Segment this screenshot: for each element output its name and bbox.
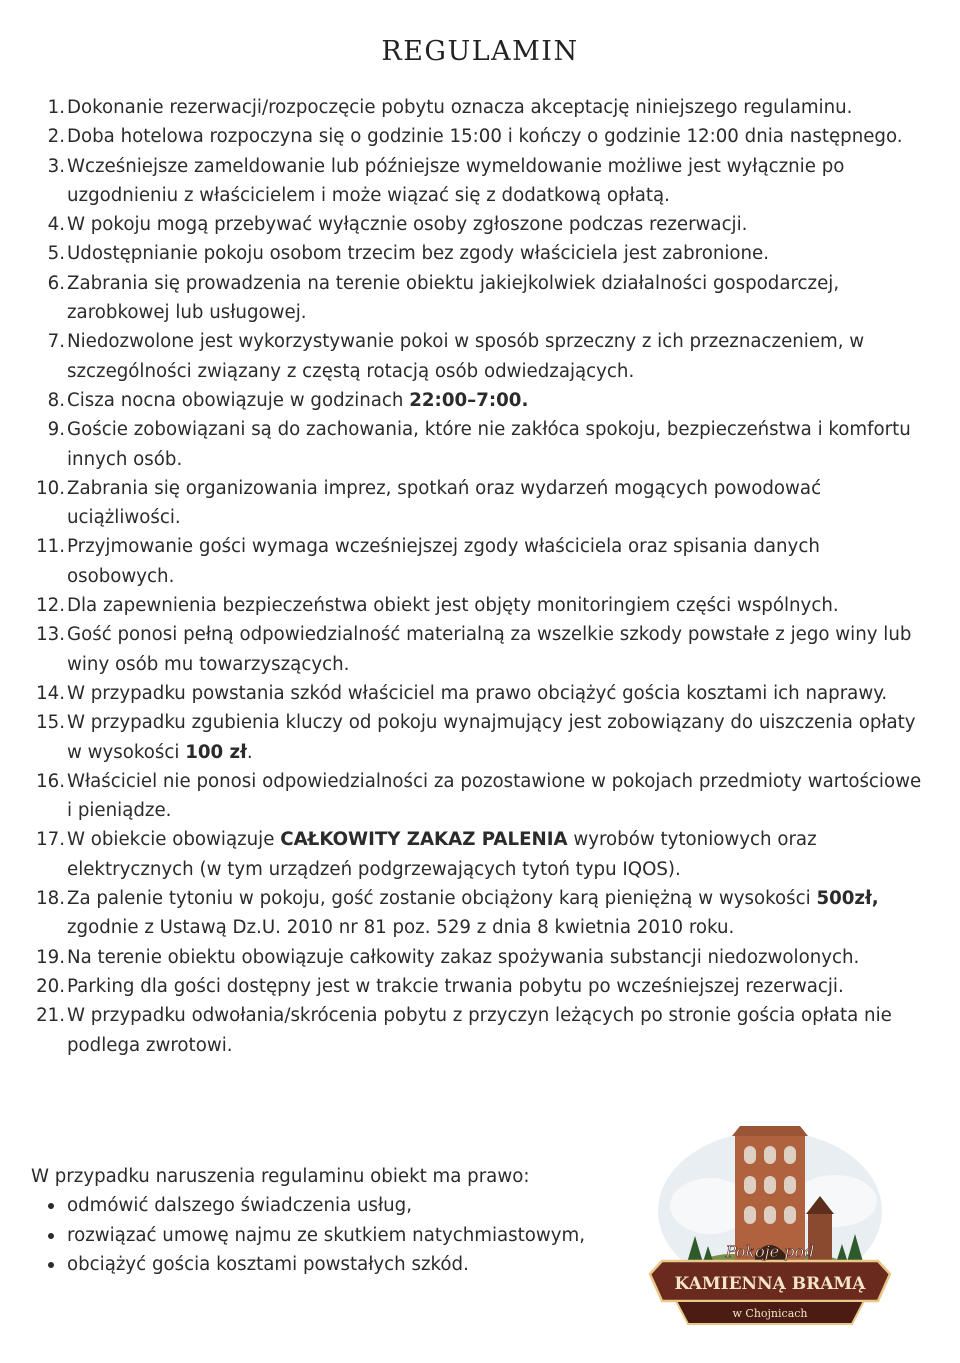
rule-text: Wcześniejsze zameldowanie lub późniejsze wymeldowanie możliwe jest wyłącznie po uzgodnieniu z właścicielem i może wiązać się z dodatkową opłatą. [67, 155, 845, 206]
rule-text: W przypadku powstania szkód właściciel ma prawo obciążyć gościa kosztami ich naprawy. [67, 682, 888, 704]
rule-number: 19. [36, 946, 65, 968]
rule-text: W przypadku odwołania/skrócenia pobytu z przyczyn leżących po stronie gościa opłata nie podlega zwrotowi. [67, 1005, 892, 1056]
rule-text: Dokonanie rezerwacji/rozpoczęcie pobytu oznacza akceptację niniejszego regulaminu. [67, 97, 853, 118]
rule-number: 12. [36, 595, 65, 617]
rule-text: wyrobów tytoniowych oraz elektrycznych (w tym urządzeń podgrzewających tytoń typu IQOS). [67, 829, 817, 880]
rule-text: Zabrania się organizowania imprez, spotkań oraz wydarzeń mogących powodować uciążliwości. [67, 477, 822, 529]
rule-item [30, 269, 930, 328]
penalty-list [31, 1191, 651, 1279]
rule-number: 11. [36, 536, 65, 558]
rule-item [30, 767, 930, 826]
rule-item [30, 210, 930, 239]
rule-text: Dla zapewnienia bezpieczeństwa obiekt jest objęty monitoringiem części wspólnych. [67, 595, 839, 617]
penalty-item: odmówić dalszego świadczenia usług, [31, 1191, 651, 1220]
kamienna-brama-logo [640, 1096, 900, 1351]
rule-text: Gość ponosi pełną odpowiedzialność materialną za wszelkie szkody powstałe z jego winy lub winy osób mu towarzyszących. [67, 624, 912, 675]
rule-text: Przyjmowanie gości wymaga wcześniejszej zgody właściciela oraz spisania danych osobowych. [67, 536, 820, 587]
rule-item [30, 591, 930, 620]
rule-item [30, 152, 930, 211]
rule-item [30, 239, 930, 268]
rule-number: 18. [36, 888, 65, 910]
penalty-item: obciążyć gościa kosztami powstałych szkód. [31, 1250, 651, 1279]
rule-text: Niedozwolone jest wykorzystywanie pokoi w sposób sprzeczny z ich przeznaczeniem, w szczególności związany z częstą rotacją osób odwiedzających. [67, 331, 865, 382]
rule-text: Właściciel nie ponosi odpowiedzialności za pozostawione w pokojach przedmioty wartościowe i pieniądze. [67, 770, 922, 822]
rule-item [30, 884, 930, 943]
rule-number: 13. [36, 624, 65, 646]
penalty-section [31, 1162, 651, 1279]
rule-item [30, 415, 930, 474]
rule-number: 17. [36, 829, 65, 851]
page-title: REGULAMIN [381, 36, 579, 67]
logo-line2: KAMIENNĄ BRAMĄ [674, 1274, 866, 1294]
rule-text: Zabrania się prowadzenia na terenie obiektu jakiejkolwiek działalności gospodarczej, zarobkowej lub usługowej. [67, 272, 840, 324]
rule-number: 3. [47, 155, 65, 177]
rule-item [30, 386, 930, 415]
rule-number: 1. [47, 97, 65, 118]
rule-item [30, 474, 930, 533]
rule-number: 2. [47, 126, 65, 148]
rule-item [30, 708, 930, 767]
rule-item [30, 679, 930, 708]
rule-text: Parking dla gości dostępny jest w trakcie trwania pobytu po wcześniejszej rezerwacji. [67, 975, 844, 997]
rule-number: 10. [36, 477, 65, 499]
rule-text: . [246, 741, 253, 763]
penalty-intro: W przypadku naruszenia regulaminu obiekt ma prawo: [31, 1166, 530, 1187]
rule-number: 20. [36, 975, 65, 997]
rule-number: 21. [36, 1005, 65, 1027]
rule-text-bold: CAŁKOWITY ZAKAZ PALENIA [280, 829, 568, 851]
rule-number: 4. [47, 214, 65, 236]
rule-text: W przypadku zgubienia kluczy od pokoju wynajmujący jest zobowiązany do uiszczenia opłaty w wysokości [67, 712, 916, 763]
rule-item [30, 943, 930, 972]
rule-text: zgodnie z Ustawą Dz.U. 2010 nr 81 poz. 529 z dnia 8 kwietnia 2010 roku. [67, 917, 735, 939]
rule-text-bold: 500zł, [816, 888, 879, 910]
rule-text: Na terenie obiektu obowiązuje całkowity zakaz spożywania substancji niedozwolonych. [67, 946, 860, 968]
logo-line1: Pokoje pod [725, 1242, 815, 1261]
rule-item [30, 1001, 930, 1060]
rule-text-bold: 22:00–7:00. [409, 389, 529, 411]
rule-item [30, 620, 930, 679]
rule-number: 8. [47, 389, 65, 411]
rule-item [30, 972, 930, 1001]
rule-number: 16. [36, 770, 65, 792]
logo-line3: w Chojnicach [732, 1307, 808, 1320]
rule-item [30, 93, 930, 122]
rule-text: W obiekcie obowiązuje [67, 829, 281, 851]
rule-number: 15. [36, 712, 65, 734]
rule-text: Cisza nocna obowiązuje w godzinach [67, 389, 410, 411]
rule-item [30, 825, 930, 884]
rule-text-bold: 100 zł [185, 741, 247, 763]
rule-number: 9. [47, 419, 65, 441]
rule-text: Doba hotelowa rozpoczyna się o godzinie 15:00 i kończy o godzinie 12:00 dnia następnego. [67, 126, 903, 148]
rule-number: 7. [47, 331, 65, 353]
rules-list [30, 93, 930, 1060]
rule-text: Za palenie tytoniu w pokoju, gość zostanie obciążony karą pieniężną w wysokości [67, 888, 817, 910]
rule-item [30, 532, 930, 591]
penalty-item: rozwiązać umowę najmu ze skutkiem natychmiastowym, [31, 1221, 651, 1250]
rule-number: 5. [47, 243, 65, 265]
rule-number: 6. [47, 272, 65, 294]
rule-text: W pokoju mogą przebywać wyłącznie osoby zgłoszone podczas rezerwacji. [67, 214, 748, 236]
rule-item [30, 122, 930, 151]
rule-text: Goście zobowiązani są do zachowania, które nie zakłóca spokoju, bezpieczeństwa i komfortu innych osób. [67, 419, 911, 470]
rule-item [30, 327, 930, 386]
rule-text: Udostępnianie pokoju osobom trzecim bez zgody właściciela jest zabronione. [67, 243, 770, 265]
rule-number: 14. [36, 682, 65, 704]
